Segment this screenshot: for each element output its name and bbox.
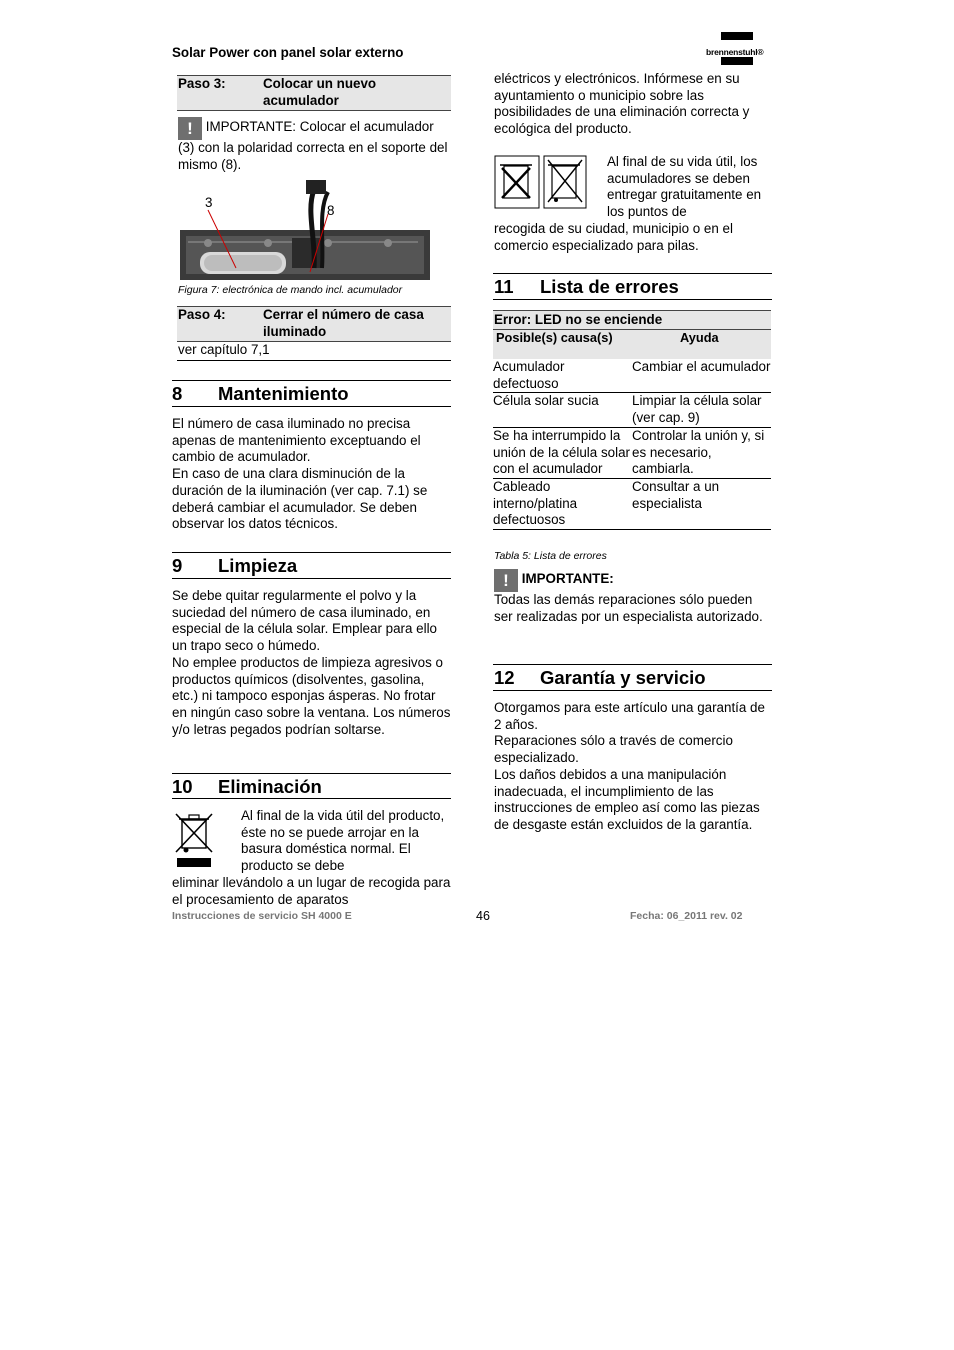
section-11-top-rule (493, 273, 772, 274)
important-note-1-text: IMPORTANTE: Colocar el acumulador (3) con la polaridad correcta en el soporte del mismo (8). (178, 119, 448, 172)
error-table-header (493, 310, 771, 359)
brand-logo (706, 32, 770, 66)
important-note-1 (178, 117, 450, 173)
section-12-body (494, 700, 774, 834)
paragraph: Se debe quitar regularmente el polvo y la suciedad del número de casa iluminado, en especial de la célula solar. Emplear para ello un trapo seco o húmedo. (172, 588, 437, 654)
table-cell: Cambiar el acumulador (632, 359, 771, 393)
divider (177, 360, 451, 361)
section-10-full-text: eliminar llevándolo a un lugar de recogida para el procesamiento de aparatos (172, 875, 451, 907)
error-table (493, 359, 771, 530)
error-table-title: Error: LED no se enciende (494, 312, 663, 327)
section-10-side-text: Al final de la vida útil del producto, éste no se puede arrojar en la basura doméstica normal. El producto se debe (241, 808, 445, 874)
section-11-bottom-rule (493, 299, 772, 300)
section-10-bottom-rule (172, 798, 451, 799)
paragraph: Los daños debidos a una manipulación inadecuada, el incumplimiento de las instrucciones de empleo así como las piezas de desgaste están excluidos de la garantía. (494, 766, 760, 832)
section-12-bottom-rule (493, 690, 772, 691)
figure-label-8: 8 (327, 203, 335, 218)
figure-label-3: 3 (205, 195, 213, 210)
section-10-top-rule (172, 773, 451, 774)
column-header-help: Ayuda (680, 330, 719, 345)
section-9-top-rule (172, 552, 451, 553)
table-cell: Consultar a un especialista (632, 478, 771, 529)
paragraph: En caso de una clara disminución de la duración de la iluminación (ver cap. 7.1) se deberá cambiar el acumulador. Se deben observar los datos técnicos. (172, 466, 428, 532)
important-note-2-label: IMPORTANTE: (521, 571, 614, 586)
section-11-heading: 11 Lista de errores (494, 276, 679, 297)
section-8-bottom-rule (172, 406, 451, 407)
step4-text: Cerrar el número de casa iluminado (263, 307, 424, 339)
step3-row (177, 75, 451, 111)
step4-row (177, 306, 451, 342)
section-8-heading: 8 Mantenimiento (172, 383, 349, 404)
footer-doc-title: Instrucciones de servicio SH 4000 E (172, 910, 352, 922)
battery-disposal-icons (494, 154, 588, 210)
table-row (493, 427, 771, 478)
battery-disposal-full-text: recogida de su ciudad, municipio o en el comercio especializado para pilas. (494, 221, 733, 253)
section-9-bottom-rule (172, 578, 451, 579)
step3-text: Colocar un nuevo acumulador (263, 76, 377, 108)
table-cell: Célula solar sucia (493, 393, 632, 427)
paragraph: El número de casa iluminado no precisa apenas de mantenimiento exceptuando el cambio de acumulador. (172, 416, 421, 465)
paragraph: Reparaciones sólo a través de comercio especializado. (494, 733, 733, 766)
circuit-board-photo (178, 180, 432, 282)
paragraph: No emplee productos de limpieza agresivos o productos químicos (disolventes, gasolina, etc.) ni tampoco esponjas ásperas. No frotar en ningún caso sobre la ventana. Los números y/o letras pegados podrían soltarse. (172, 654, 451, 737)
section-12-heading: 12 Garantía y servicio (494, 667, 706, 688)
table-row (493, 393, 771, 427)
footer-date: Fecha: 06_2011 rev. 02 (630, 910, 743, 922)
table-caption: Tabla 5: Lista de errores (494, 550, 607, 562)
figure-7-caption: Figura 7: electrónica de mando incl. acumulador (178, 284, 403, 296)
column-header-causes: Posible(s) causa(s) (496, 330, 613, 345)
important-note-2-text: Todas las demás reparaciones sólo pueden ser realizadas por un especialista autorizado. (494, 592, 763, 624)
figure-7 (178, 180, 432, 282)
table-cell: Limpiar la célula solar (ver cap. 9) (632, 393, 771, 427)
battery-disposal-side-text: Al final de su vida útil, los acumuladores se deben entregar gratuitamente en los puntos de (607, 154, 762, 220)
crossed-bin-icon (174, 810, 214, 868)
section-8-top-rule (172, 380, 451, 381)
disposal-continued-text: eléctricos y electrónicos. Infórmese en su ayuntamiento o municipio sobre las posibilidades de una eliminación correcta y ecológica del producto. (494, 71, 750, 137)
brand-name: brennenstuhl® (706, 47, 764, 57)
section-9-heading: 9 Limpieza (172, 555, 298, 576)
section-12-top-rule (493, 664, 772, 665)
table-row (493, 478, 771, 529)
table-cell: Se ha interrumpido la unión de la célula solar con el acumulador (493, 427, 632, 478)
table-cell: Controlar la unión y, si es necesario, cambiarla. (632, 427, 771, 478)
page-header-title: Solar Power con panel solar externo (172, 45, 404, 60)
warning-icon: ! (178, 117, 202, 140)
table-cell: Cableado interno/platina defectuosos (493, 478, 632, 529)
section-8-body (172, 416, 452, 533)
table-row (493, 359, 771, 393)
step3-label: Paso 3: (178, 76, 226, 91)
step4-ref: ver capítulo 7,1 (178, 342, 270, 357)
section-9-body (172, 588, 452, 738)
table-cell: Acumulador defectuoso (493, 359, 632, 393)
page-number: 46 (476, 909, 490, 923)
important-note-2 (494, 569, 772, 625)
warning-icon: ! (494, 569, 518, 592)
section-10-heading: 10 Eliminación (172, 776, 322, 797)
step4-label: Paso 4: (178, 307, 226, 322)
paragraph: Otorgamos para este artículo una garantía de 2 años. (494, 700, 765, 732)
